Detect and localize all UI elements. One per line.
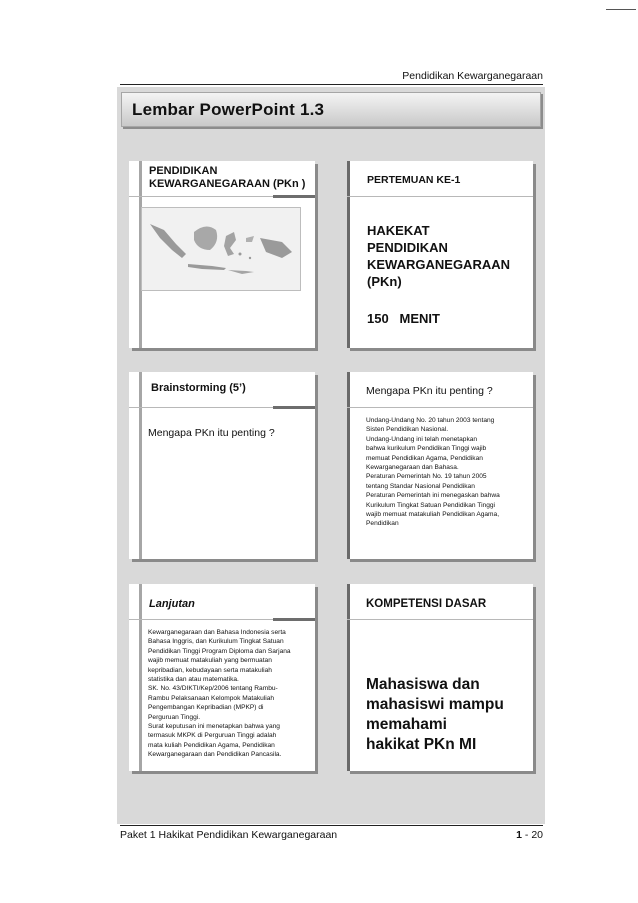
slide-5 [129, 584, 315, 771]
body-line: termasuk MKPK di Perguruan Tinggi adalah [148, 732, 277, 740]
slide-1-title-line1: PENDIDIKAN [149, 165, 218, 177]
slide-6-heading-line3: memahami [366, 716, 447, 733]
body-line: memuat Pendidikan Agama, Pendidikan [366, 454, 483, 462]
slide-divider [347, 407, 533, 408]
slide-divider-accent [273, 406, 315, 409]
body-line: Pengembangan Kepribadian (MPKP) di [148, 704, 264, 712]
body-line: wajib memuat matakuliah Pendidikan Agama, [366, 511, 500, 519]
page-number-value: 20 [531, 829, 543, 841]
slide-3-question: Mengapa PKn itu penting ? [148, 427, 275, 439]
slide-accent-bar [347, 584, 350, 771]
page-separator: - [521, 829, 532, 841]
slide-2-heading-line4: (PKn) [367, 274, 402, 289]
body-line: Surat keputusan ini menetapkan bahwa yang [148, 723, 280, 731]
indonesia-map-image [141, 207, 301, 291]
footer-title: Paket 1 Hakikat Pendidikan Kewarganegaraan [120, 829, 338, 841]
body-line: Kewarganegaraan dan Bahasa. [366, 464, 459, 472]
slide-3-title: Brainstorming (5’) [151, 382, 246, 394]
slide-2-heading-line2: PENDIDIKAN [367, 240, 448, 255]
slide-divider [347, 619, 533, 620]
slide-accent-bar [347, 372, 350, 559]
slide-4-body [366, 416, 532, 529]
header-rule [120, 84, 543, 85]
running-header: Pendidikan Kewarganegaraan [402, 70, 543, 82]
body-line: Pendidikan Tinggi Program Diploma dan Sarjana [148, 647, 291, 655]
slide-4-title: Mengapa PKn itu penting ? [366, 385, 493, 397]
slide-divider [347, 196, 533, 197]
footer-rule [120, 825, 543, 826]
body-line: SK. No. 43/DIKTI/Kep/2006 tentang Rambu- [148, 685, 278, 693]
slide-divider-accent [273, 618, 315, 621]
slide-1-title-line2: KEWARGANEGARAAN (PKn ) [149, 178, 306, 190]
body-line: statistika dan atau matematika. [148, 676, 239, 684]
slide-6 [347, 584, 533, 771]
body-line: Rambu Pelaksanaan Kelompok Matakuliah [148, 694, 275, 702]
slide-5-title: Lanjutan [149, 598, 195, 610]
body-line: Kewarganegaraan dan Pendidikan Pancasila. [148, 751, 282, 759]
slide-6-heading-line4: hakikat PKn MI [366, 736, 477, 753]
slide-3 [129, 372, 315, 559]
body-line: mata kuliah Pendidikan Agama, Pendidikan [148, 741, 275, 749]
body-line: Peraturan Pemerintah ini menegaskan bahwa [366, 492, 500, 500]
slide-2-duration: 150 MENIT [367, 311, 440, 326]
body-line: Kewarganegaraan dan Bahasa Indonesia serta [148, 629, 286, 636]
slide-divider-accent [273, 195, 315, 198]
slide-6-heading-line2: mahasiswi mampu [366, 696, 504, 713]
body-line: Undang-Undang No. 20 tahun 2003 tentang [366, 417, 495, 424]
slide-accent-bar [139, 584, 142, 771]
slide-6-title: KOMPETENSI DASAR [366, 598, 487, 610]
slide-accent-bar [347, 161, 350, 348]
page-chapter: 1 [516, 829, 522, 841]
body-line: Bahasa Inggris, dan Kurikulum Tingkat Satuan [148, 638, 284, 646]
slide-2-title: PERTEMUAN KE-1 [367, 174, 461, 186]
slide-2 [347, 161, 533, 348]
slide-1 [129, 161, 315, 348]
slides-panel [117, 87, 545, 824]
page-number [420, 829, 543, 841]
slide-accent-bar [139, 372, 142, 559]
slide-2-heading-line3: KEWARGANEGARAAN [367, 257, 510, 272]
slide-2-heading-line1: HAKEKAT [367, 223, 430, 238]
body-line: Sisten Pendidikan Nasional. [366, 426, 449, 434]
corner-mark [606, 0, 636, 10]
body-line: Undang-Undang ini telah menetapkan [366, 435, 478, 443]
body-line: Peraturan Pemerintah No. 19 tahun 2005 [366, 473, 487, 481]
slide-4 [347, 372, 533, 559]
panel-title: Lembar PowerPoint 1.3 [132, 100, 325, 119]
body-line: Pendidikan [366, 520, 399, 528]
slide-6-heading-line1: Mahasiswa dan [366, 676, 480, 693]
panel-title-bar [121, 92, 541, 127]
body-line: wajib memuat matakuliah yang bermuatan [148, 657, 272, 665]
body-line: tentang Standar Nasional Pendidikan [366, 482, 475, 490]
body-line: Perguruan Tinggi. [148, 713, 201, 721]
body-line: kepribadian, kebudayaan serta matakuliah [148, 666, 272, 674]
slide-5-body [148, 628, 314, 760]
body-line: Kurikulum Tingkat Satuan Pendidikan Tinggi [366, 501, 496, 509]
body-line: bahwa kurikulum Pendidikan Tinggi wajib [366, 445, 487, 453]
